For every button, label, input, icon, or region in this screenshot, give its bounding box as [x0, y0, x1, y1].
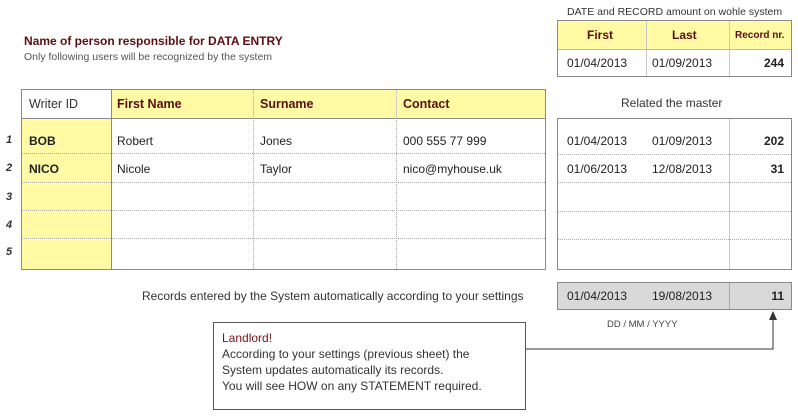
header-surname: Surname [260, 97, 314, 111]
header-contact: Contact [403, 97, 450, 111]
date-format-hint: DD / MM / YYYY [607, 319, 678, 330]
system-record-count[interactable]: 11 [771, 289, 784, 303]
writer-id-cell[interactable]: NICO [29, 162, 59, 176]
row-number: 4 [6, 219, 13, 231]
page-title: Name of person responsible for DATA ENTRY [24, 34, 283, 48]
row-number: 2 [6, 162, 13, 174]
first-name-cell[interactable]: Nicole [117, 162, 151, 176]
summary-col-records: Record nr. [735, 30, 785, 41]
summary-col-first: First [587, 28, 614, 42]
summary-last-date[interactable]: 01/09/2013 [652, 56, 713, 70]
first-name-cell[interactable]: Robert [117, 134, 154, 148]
note-line: According to your settings (previous sheet) the [222, 347, 470, 361]
contact-cell[interactable]: 000 555 77 999 [403, 134, 487, 148]
row-number: 5 [6, 246, 13, 258]
related-last-date[interactable]: 12/08/2013 [652, 162, 713, 176]
related-record-count[interactable]: 31 [770, 162, 784, 176]
related-first-date[interactable]: 01/06/2013 [567, 162, 628, 176]
summary-record-count[interactable]: 244 [763, 56, 784, 70]
system-last-date[interactable]: 19/08/2013 [652, 289, 713, 303]
related-record-count[interactable]: 202 [763, 134, 784, 148]
note-line: You will see HOW on any STATEMENT required. [222, 379, 482, 393]
row-number: 3 [6, 191, 13, 203]
row-number: 1 [6, 134, 13, 146]
contact-cell[interactable]: nico@myhouse.uk [403, 162, 502, 176]
surname-cell[interactable]: Taylor [260, 162, 293, 176]
note-line: System updates automatically its records. [222, 363, 444, 377]
related-first-date[interactable]: 01/04/2013 [567, 134, 628, 148]
related-caption: Related the master [621, 96, 723, 110]
surname-cell[interactable]: Jones [260, 134, 293, 148]
summary-col-last: Last [672, 28, 697, 42]
header-first-name: First Name [117, 97, 182, 111]
landlord-note [213, 322, 526, 410]
summary-first-date[interactable]: 01/04/2013 [567, 56, 628, 70]
system-first-date[interactable]: 01/04/2013 [567, 289, 628, 303]
writer-id-cell[interactable]: BOB [29, 134, 56, 148]
page-subtitle: Only following users will be recognized by the system [24, 51, 273, 63]
related-last-date[interactable]: 01/09/2013 [652, 134, 713, 148]
header-writer-id: Writer ID [29, 97, 79, 111]
summary-caption: DATE and RECORD amount on wohle system [567, 6, 783, 18]
note-line: Landlord! [222, 331, 273, 345]
system-records-label: Records entered by the System automatically according to your settings [142, 289, 524, 303]
